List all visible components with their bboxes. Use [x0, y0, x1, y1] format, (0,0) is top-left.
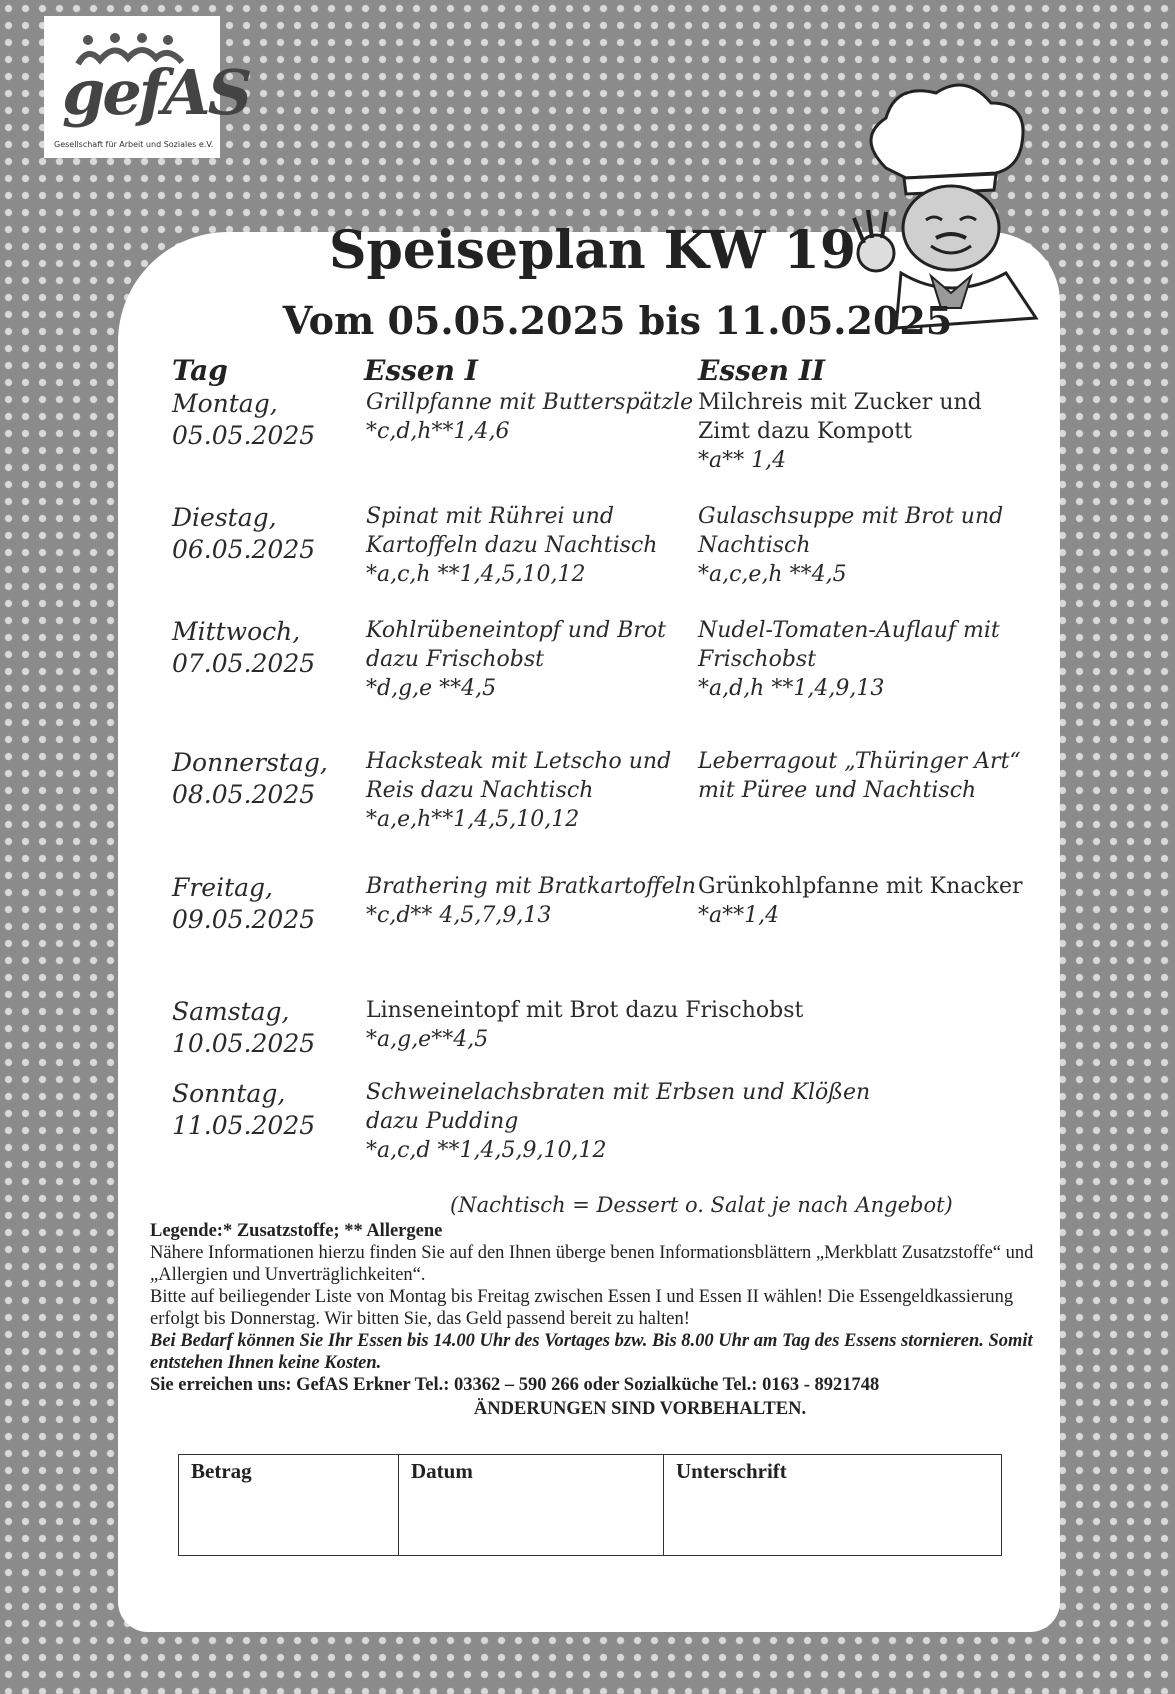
day-label — [172, 502, 315, 566]
meal-code: *c,d,h**1,4,6 — [366, 419, 510, 444]
dessert-note: (Nachtisch = Dessert o. Salat je nach Angebot) — [450, 1193, 953, 1217]
essen-meal — [366, 1078, 926, 1165]
date: 05.05.2025 — [172, 421, 316, 450]
weekday: Donnerstag, — [172, 748, 328, 777]
logo-tagline: Gesellschaft für Arbeit und Soziales e.V. — [54, 140, 214, 149]
day-label — [172, 388, 315, 452]
day-label — [172, 1078, 315, 1142]
essen1-meal — [366, 388, 696, 446]
weekday: Samstag, — [172, 997, 290, 1026]
weekday: Sonntag, — [172, 1079, 286, 1108]
essen2-meal — [698, 388, 1028, 475]
essen1-meal — [366, 502, 696, 589]
essen2-meal — [698, 502, 1028, 589]
header-day: Tag — [172, 354, 228, 387]
legend-contact: Sie erreichen uns: GefAS Erkner Tel.: 03362 – 590 266 oder Sozialküche Tel.: 0163 - 8921748 — [150, 1375, 880, 1395]
betrag-cell[interactable]: Betrag — [179, 1455, 399, 1556]
day-label — [172, 872, 315, 936]
meal-code: *c,d** 4,5,7,9,13 — [366, 903, 552, 928]
date-range: Vom 05.05.2025 bis 11.05.2025 — [282, 298, 953, 343]
meal-text: Kohlrübeneintopf und Brot dazu Frischobst — [366, 618, 666, 672]
meal-text: Hacksteak mit Letscho und Reis dazu Nachtisch — [366, 749, 672, 803]
date: 11.05.2025 — [172, 1111, 316, 1140]
datum-cell[interactable]: Datum — [399, 1455, 664, 1556]
day-label — [172, 747, 328, 811]
weekday: Diestag, — [172, 503, 277, 532]
legend-cancellation: Bei Bedarf können Sie Ihr Essen bis 14.00 Uhr des Vortages bzw. Bis 8.00 Uhr am Tag des Essens stornieren. Somit entstehen Ihnen keine Kosten. — [150, 1331, 1033, 1373]
gefas-logo — [44, 16, 250, 158]
meal-code: *a,e,h**1,4,5,10,12 — [366, 807, 580, 832]
legend-choice: Bitte auf beiliegender Liste von Montag bis Freitag zwischen Essen I und Essen II wählen! Die Essengeldkassierung erfolgt bis Donnerstag. Wir bitten Sie, das Geld passend bereit zu halten! — [150, 1287, 1014, 1329]
date: 07.05.2025 — [172, 649, 316, 678]
meal-text: Nudel-Tomaten-Auflauf mit Frischobst — [698, 618, 1000, 672]
day-label — [172, 996, 315, 1060]
weekday: Freitag, — [172, 873, 273, 902]
essen1-meal — [366, 747, 696, 834]
meal-text: Grillpfanne mit Butterspätzle — [366, 390, 694, 415]
essen1-meal — [366, 872, 696, 930]
date: 09.05.2025 — [172, 905, 316, 934]
date: 06.05.2025 — [172, 535, 316, 564]
meal-text: Spinat mit Rührei und Kartoffeln dazu Nachtisch — [366, 504, 658, 558]
meal-code: *a,g,e**4,5 — [366, 1027, 489, 1052]
meal-code: *a,c,d **1,4,5,9,10,12 — [366, 1138, 607, 1163]
page-title: Speiseplan KW 19 — [328, 220, 857, 281]
date: 10.05.2025 — [172, 1029, 316, 1058]
logo-wordmark: gefAS — [62, 56, 250, 129]
meal-code: *a** 1,4 — [698, 448, 787, 473]
meal-code: *a**1,4 — [698, 903, 780, 928]
signature-table — [178, 1454, 1002, 1556]
meal-code: *a,d,h **1,4,9,13 — [698, 676, 885, 701]
legend-title: Legende:* Zusatzstoffe; ** Allergene — [150, 1221, 443, 1241]
meal-text: Schweinelachsbraten mit Erbsen und Klößen dazu Pudding — [366, 1080, 871, 1134]
meal-text: Milchreis mit Zucker und Zimt dazu Kompott — [698, 390, 982, 444]
meal-code: *a,c,e,h **4,5 — [698, 562, 847, 587]
date: 08.05.2025 — [172, 780, 316, 809]
header-essen2: Essen II — [698, 354, 825, 387]
essen-meal — [366, 996, 1006, 1054]
meal-text: Leberragout „Thüringer Art“ mit Püree und Nachtisch — [698, 749, 1021, 803]
changes-notice: ÄNDERUNGEN SIND VORBEHALTEN. — [473, 1399, 807, 1419]
weekday: Montag, — [172, 389, 278, 418]
meal-code: *a,c,h **1,4,5,10,12 — [366, 562, 586, 587]
meal-text: Gulaschsuppe mit Brot und Nachtisch — [698, 504, 1004, 558]
unterschrift-cell[interactable]: Unterschrift — [664, 1455, 1002, 1556]
meal-text: Linseneintopf mit Brot dazu Frischobst — [366, 998, 804, 1023]
essen1-meal — [366, 616, 696, 703]
legend-info: Nähere Informationen hierzu finden Sie auf den Ihnen überge benen Informationsblättern „Merkblatt Zusatzstoffe“ und „Allergien und Unverträglichkeiten“. — [150, 1243, 1034, 1285]
day-label — [172, 616, 315, 680]
essen2-meal — [698, 872, 1028, 930]
meal-code: *d,g,e **4,5 — [366, 676, 497, 701]
essen2-meal — [698, 616, 1028, 703]
essen2-meal — [698, 747, 1028, 805]
meal-text: Grünkohlpfanne mit Knacker — [698, 874, 1023, 899]
meal-text: Brathering mit Bratkartoffeln — [366, 874, 696, 899]
header-essen1: Essen I — [364, 354, 478, 387]
weekday: Mittwoch, — [172, 617, 301, 646]
legend-block — [150, 1220, 1050, 1420]
